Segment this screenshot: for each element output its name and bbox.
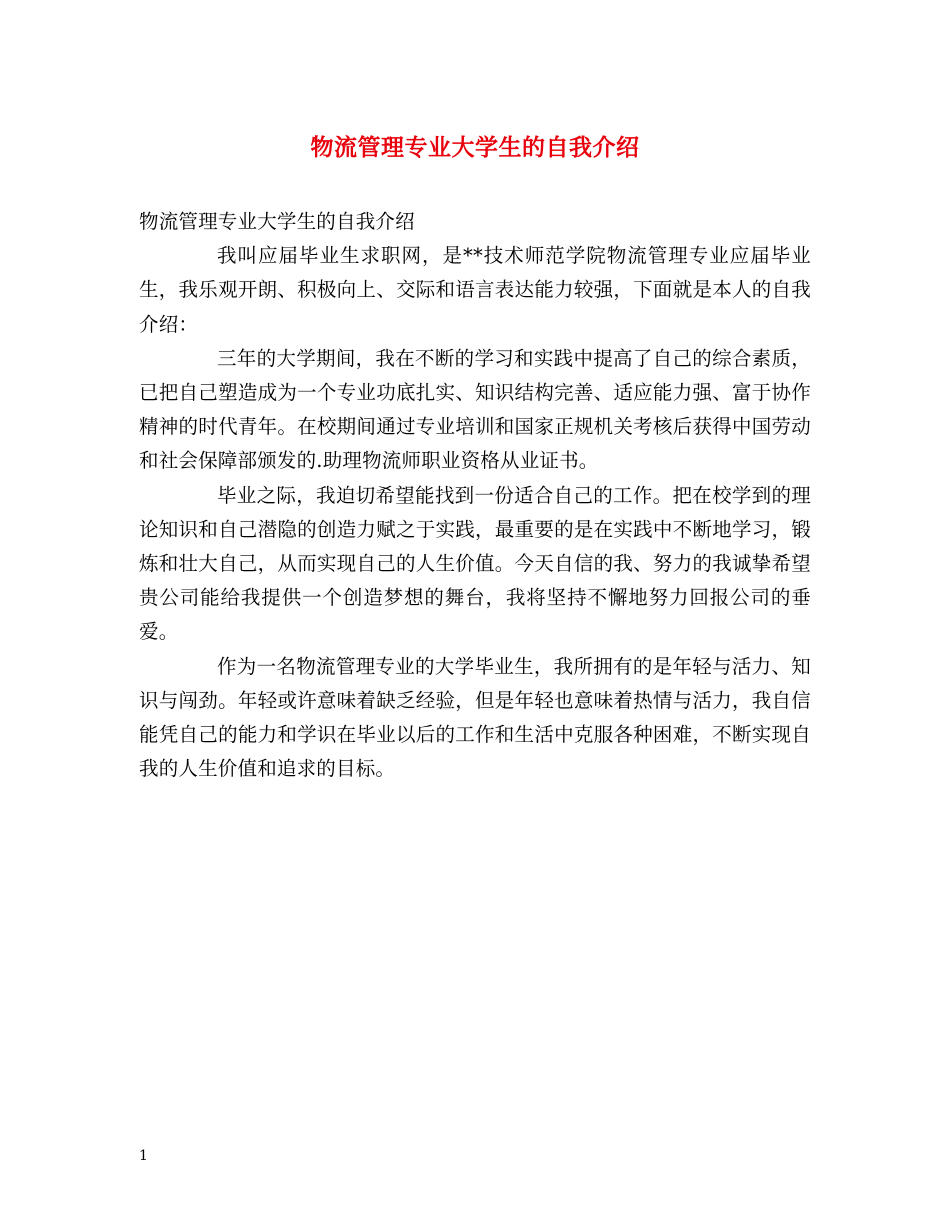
document-title: 物流管理专业大学生的自我介绍 xyxy=(310,134,640,161)
paragraph-2: 三年的大学期间，我在不断的学习和实践中提高了自己的综合素质，已把自己塑造成为一个专业功底扎实、知识结构完善、适应能力强、富于协作精神的时代青年。在校期间通过专业培训和国家正规机关考核后获得中国劳动和社会保障部颁发的.助理物流师职业资格从业证书。 xyxy=(139,346,811,473)
document-body xyxy=(139,205,811,786)
paragraph-1: 我叫应届毕业生求职网，是**技术师范学院物流管理专业应届毕业生，我乐观开朗、积极向上、交际和语言表达能力较强，下面就是本人的自我介绍： xyxy=(139,244,811,336)
paragraph-3: 毕业之际，我迫切希望能找到一份适合自己的工作。把在校学到的理论知识和自己潜隐的创造力赋之于实践，最重要的是在实践中不断地学习，锻炼和壮大自己，从而实现自己的人生价值。今天自信的我、努力的我诚挚希望贵公司能给我提供一个创造梦想的舞台，我将坚持不懈地努力回报公司的垂爱。 xyxy=(139,483,811,644)
paragraph-4: 作为一名物流管理专业的大学毕业生，我所拥有的是年轻与活力、知识与闯劲。年轻或许意味着缺乏经验，但是年轻也意味着热情与活力，我自信能凭自己的能力和学识在毕业以后的工作和生活中克服各种困难，不断实现自我的人生价值和追求的目标。 xyxy=(139,654,811,781)
page-number: 1 xyxy=(139,1148,148,1164)
document-subtitle: 物流管理专业大学生的自我介绍 xyxy=(139,210,415,233)
